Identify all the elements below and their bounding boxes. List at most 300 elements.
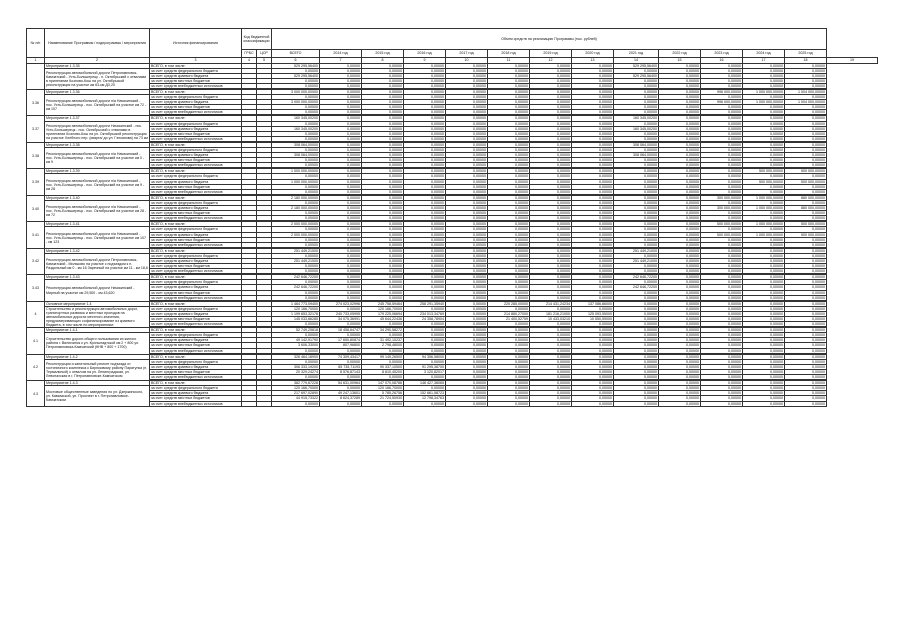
total-value: 0,00000 (272, 295, 320, 300)
year-value: 0,00000 (404, 200, 446, 205)
year-value: 0,00000 (362, 264, 404, 269)
year-value: 0,00000 (572, 78, 614, 83)
source-label: за счет средств федерального бюджета (150, 174, 242, 179)
year-value: 0,00000 (530, 285, 572, 290)
year-value: 0,00000 (701, 253, 743, 258)
year-value: 0,00000 (530, 83, 572, 88)
year-value: 0,00000 (530, 136, 572, 141)
year-value: 0,00000 (614, 264, 659, 269)
year-value: 0,00000 (701, 258, 743, 263)
source-label: за счет средств местных бюджетов (150, 78, 242, 83)
year-value: 0,00000 (659, 95, 701, 100)
header-volume: Объем средств на реализацию Программы (тыс. рублей) (272, 29, 827, 50)
year-value: 0,00000 (572, 227, 614, 232)
source-label: за счет средств федерального бюджета (150, 148, 242, 153)
year-value: 179 225,06694 (362, 311, 404, 316)
year-value: 1 000 000,00000 (743, 100, 785, 105)
year-value: 0,00000 (701, 142, 743, 147)
year-value: 0,00000 (743, 338, 785, 343)
total-value: 1 000 000,00000 (272, 169, 320, 174)
year-value: 0,00000 (404, 216, 446, 221)
year-value: 0,00000 (488, 105, 530, 110)
year-value: 0,00000 (743, 116, 785, 121)
year-value: 0,00000 (659, 78, 701, 83)
year-value: 0,00000 (488, 95, 530, 100)
year-value: 0,00000 (614, 343, 659, 348)
year-value: 0,00000 (785, 142, 827, 147)
year-value: 0,00000 (362, 100, 404, 105)
year-value: 0,00000 (320, 375, 362, 380)
year-value: 0,00000 (659, 248, 701, 253)
year-value: 0,00000 (530, 401, 572, 406)
year-value: 0,00000 (320, 285, 362, 290)
header-year: 2025 год (785, 50, 827, 58)
year-value: 0,00000 (659, 110, 701, 115)
total-value: 0,00000 (272, 158, 320, 163)
total-value: 2 000 000,00000 (272, 232, 320, 237)
total-value: 2 180 000,00000 (272, 195, 320, 200)
year-value: 0,00000 (404, 206, 446, 211)
year-value: 0,00000 (659, 148, 701, 153)
header-year: 2014 год (320, 50, 362, 58)
year-value: 0,00000 (446, 126, 488, 131)
event-title: Мероприятие 1.3.36 (45, 89, 150, 94)
year-value: 996 000,00000 (701, 89, 743, 94)
year-value: 0,00000 (701, 179, 743, 184)
year-value: 0,00000 (743, 126, 785, 131)
source-label: за счет средств местных бюджетов (150, 369, 242, 374)
year-value: 0,00000 (404, 83, 446, 88)
source-label: за счет средств местных бюджетов (150, 396, 242, 401)
year-value: 1 000 000,00000 (743, 206, 785, 211)
row-number (27, 63, 45, 89)
source-label: за счет средств внебюджетных источников (150, 375, 242, 380)
year-value: 0,00000 (743, 153, 785, 158)
year-value: 0,00000 (572, 401, 614, 406)
year-value: 0,00000 (530, 275, 572, 280)
total-value: 1 000 000,00000 (272, 179, 320, 184)
year-value: 0,00000 (320, 222, 362, 227)
source-label: за счет средств краевого бюджета (150, 179, 242, 184)
year-value: 0,00000 (404, 333, 446, 338)
year-value: 0,00000 (362, 169, 404, 174)
year-value: 0,00000 (446, 364, 488, 369)
year-value: 0,00000 (362, 222, 404, 227)
year-value: 0,00000 (446, 359, 488, 364)
year-value: 0,00000 (572, 285, 614, 290)
total-value: 0,00000 (272, 78, 320, 83)
total-value: 0,00000 (272, 264, 320, 269)
year-value: 0,00000 (572, 391, 614, 396)
year-value: 0,00000 (446, 148, 488, 153)
year-value: 0,00000 (362, 295, 404, 300)
year-value: 0,00000 (614, 195, 659, 200)
year-value: 0,00000 (404, 264, 446, 269)
year-value: 0,00000 (785, 322, 827, 327)
year-value: 500 000,00000 (743, 169, 785, 174)
year-value: 0,00000 (446, 295, 488, 300)
year-value: 0,00000 (743, 317, 785, 322)
year-value: 0,00000 (614, 95, 659, 100)
event-name: Строительство и реконструкция автомобильных дорог, транспортных развязок и местных проездов на автомобильных дорогах местного значения, предусматривающих софинансирование из краевого бюджета, в том числе по мероприятиям: (45, 306, 150, 327)
year-value: 0,00000 (743, 375, 785, 380)
year-value: 0,00000 (614, 359, 659, 364)
year-value: 0,00000 (362, 237, 404, 242)
year-value: 0,00000 (530, 184, 572, 189)
year-value: 0,00000 (488, 153, 530, 158)
year-value: 0,00000 (530, 142, 572, 147)
year-value: 0,00000 (659, 232, 701, 237)
year-value: 0,00000 (701, 126, 743, 131)
row-number: 4 (27, 301, 45, 327)
year-value: 0,00000 (446, 338, 488, 343)
year-value: 0,00000 (404, 158, 446, 163)
header-year: 2019 год (530, 50, 572, 58)
year-value: 0,00000 (572, 179, 614, 184)
year-value: 0,00000 (614, 306, 659, 311)
year-value: 0,00000 (572, 343, 614, 348)
year-value: 0,00000 (785, 136, 827, 141)
source-label: за счет средств краевого бюджета (150, 73, 242, 78)
year-value: 500 000,00000 (701, 232, 743, 237)
year-value: 0,00000 (701, 248, 743, 253)
spacer-cell (242, 406, 257, 407)
total-value: 251 449,21000 (272, 248, 320, 253)
year-value: 0,00000 (659, 105, 701, 110)
year-value: 0,00000 (446, 248, 488, 253)
year-value: 0,00000 (743, 285, 785, 290)
year-value: 0,00000 (446, 121, 488, 126)
year-value: 0,00000 (404, 100, 446, 105)
year-value: 0,00000 (446, 322, 488, 327)
year-value: 0,00000 (530, 116, 572, 121)
year-value: 0,00000 (446, 285, 488, 290)
year-value: 0,00000 (404, 285, 446, 290)
source-label: ВСЕГО, в том числе: (150, 328, 242, 333)
year-value: 0,00000 (572, 216, 614, 221)
year-value: 0,00000 (701, 369, 743, 374)
year-value: 0,00000 (743, 295, 785, 300)
year-value: 0,00000 (701, 343, 743, 348)
header-year: 2018 год (488, 50, 530, 58)
year-value: 0,00000 (446, 73, 488, 78)
header-year: 2021 год (614, 50, 659, 58)
year-value: 0,00000 (572, 253, 614, 258)
year-value: 0,00000 (488, 391, 530, 396)
year-value: 0,00000 (446, 216, 488, 221)
year-value: 0,00000 (572, 280, 614, 285)
year-value: 0,00000 (701, 354, 743, 359)
year-value: 0,00000 (572, 148, 614, 153)
year-value: 0,00000 (488, 280, 530, 285)
year-value: 0,00000 (320, 153, 362, 158)
year-value: 0,00000 (701, 169, 743, 174)
year-value: 0,00000 (743, 369, 785, 374)
header-index: 19 (827, 58, 878, 64)
year-value: 0,00000 (572, 136, 614, 141)
year-value: 0,00000 (320, 179, 362, 184)
year-value: 0,00000 (701, 338, 743, 343)
year-value: 0,00000 (530, 78, 572, 83)
year-value: 0,00000 (785, 364, 827, 369)
header-index: 16 (701, 58, 743, 64)
year-value: 18 458,64747 (320, 328, 362, 333)
year-value: 0,00000 (659, 401, 701, 406)
year-value: 251 449,21000 (614, 258, 659, 263)
year-value: 0,00000 (362, 105, 404, 110)
year-value: 0,00000 (488, 264, 530, 269)
total-value: 0,00000 (272, 136, 320, 141)
year-value: 0,00000 (362, 121, 404, 126)
year-value: 0,00000 (362, 253, 404, 258)
year-value: 0,00000 (614, 200, 659, 205)
year-value: 0,00000 (614, 322, 659, 327)
year-value: 0,00000 (446, 253, 488, 258)
year-value: 240 733,05995 (320, 311, 362, 316)
year-value: 0,00000 (446, 68, 488, 73)
year-value: 0,00000 (530, 211, 572, 216)
event-name: Реконструкция и капитальный ремонт подъезда от гостиничного комплекса к Бирюзовому району Паратунка (п. Термальный) с отвалом на ул. Ленинградская, ул. Левонахская в г. Петропавловске-Камчатском (45, 359, 150, 380)
event-name: Реконструкция автомобильной дороги п/а Начикинский - пос. Усть-Большерецк - пос. Октябрьский на участке км 9 - км 28 (45, 174, 150, 195)
year-value: 0,00000 (320, 295, 362, 300)
year-value: 0,00000 (530, 322, 572, 327)
year-value: 0,00000 (530, 206, 572, 211)
year-value: 0,00000 (659, 121, 701, 126)
year-value: 0,00000 (488, 121, 530, 126)
year-value: 0,00000 (659, 375, 701, 380)
year-value: 0,00000 (659, 381, 701, 386)
year-value: 0,00000 (785, 275, 827, 280)
year-value: 0,00000 (530, 163, 572, 168)
year-value: 0,00000 (446, 89, 488, 94)
year-value: 0,00000 (404, 258, 446, 263)
year-value: 0,00000 (530, 248, 572, 253)
year-value: 0,00000 (743, 142, 785, 147)
year-value: 880 000,00000 (785, 195, 827, 200)
year-value: 0,00000 (488, 126, 530, 131)
year-value: 0,00000 (614, 338, 659, 343)
year-value: 34 075,36991 (320, 317, 362, 322)
year-value: 0,00000 (362, 232, 404, 237)
year-value: 0,00000 (659, 73, 701, 78)
year-value: 0,00000 (785, 369, 827, 374)
year-value: 0,00000 (530, 179, 572, 184)
year-value: 0,00000 (488, 290, 530, 295)
year-value: 0,00000 (404, 136, 446, 141)
year-value: 0,00000 (488, 295, 530, 300)
year-value: 0,00000 (701, 275, 743, 280)
year-value: 0,00000 (362, 116, 404, 121)
year-value: 0,00000 (701, 285, 743, 290)
year-value: 0,00000 (488, 306, 530, 311)
year-value: 0,00000 (488, 100, 530, 105)
year-value: 0,00000 (572, 200, 614, 205)
year-value: 0,00000 (659, 142, 701, 147)
spacer-cell (743, 406, 785, 407)
year-value: 0,00000 (572, 68, 614, 73)
source-label: за счет средств местных бюджетов (150, 237, 242, 242)
total-value: 2 180 000,00000 (272, 206, 320, 211)
total-value: 0,00000 (272, 110, 320, 115)
year-value: 0,00000 (320, 206, 362, 211)
source-label: за счет средств федерального бюджета (150, 280, 242, 285)
year-value: 0,00000 (743, 68, 785, 73)
year-value: 308 064,00000 (614, 142, 659, 147)
year-value: 0,00000 (701, 95, 743, 100)
year-value: 996 000,00000 (701, 100, 743, 105)
year-value: 0,00000 (659, 391, 701, 396)
year-value: 0,00000 (743, 163, 785, 168)
year-value: 0,00000 (659, 396, 701, 401)
year-value: 0,00000 (785, 110, 827, 115)
year-value: 0,00000 (404, 343, 446, 348)
year-value: 0,00000 (488, 401, 530, 406)
year-value: 0,00000 (572, 322, 614, 327)
total-value: 0,00000 (272, 163, 320, 168)
total-value: 3 606,33000 (272, 343, 320, 348)
year-value: 0,00000 (530, 333, 572, 338)
year-value: 0,00000 (362, 73, 404, 78)
year-value: 0,00000 (659, 306, 701, 311)
year-value: 0,00000 (614, 237, 659, 242)
year-value: 0,00000 (320, 63, 362, 68)
year-value: 0,00000 (446, 301, 488, 306)
year-value: 0,00000 (701, 78, 743, 83)
year-value: 0,00000 (488, 89, 530, 94)
year-value: 0,00000 (320, 116, 362, 121)
year-value: 0,00000 (785, 290, 827, 295)
year-value: 0,00000 (701, 364, 743, 369)
year-value: 0,00000 (743, 184, 785, 189)
year-value: 0,00000 (362, 184, 404, 189)
year-value: 0,00000 (572, 153, 614, 158)
year-value: 0,00000 (404, 306, 446, 311)
year-value: 0,00000 (743, 386, 785, 391)
year-value: 0,00000 (446, 232, 488, 237)
year-value: 0,00000 (362, 83, 404, 88)
year-value: 0,00000 (659, 269, 701, 274)
year-value: 0,00000 (701, 381, 743, 386)
header-year: 2020 год (572, 50, 614, 58)
year-value: 0,00000 (743, 359, 785, 364)
source-label: ВСЕГО, в том числе: (150, 275, 242, 280)
year-value: 0,00000 (404, 195, 446, 200)
year-value: 0,00000 (530, 158, 572, 163)
year-value: 0,00000 (530, 131, 572, 136)
source-label: за счет средств внебюджетных источников (150, 163, 242, 168)
year-value: 214 431,24234 (530, 301, 572, 306)
year-value: 146 427,38065 (404, 381, 446, 386)
header-index: 7 (320, 58, 362, 64)
source-label: за счет средств краевого бюджета (150, 311, 242, 316)
year-value: 0,00000 (320, 184, 362, 189)
source-label: за счет средств краевого бюджета (150, 285, 242, 290)
total-value: 120 166,70000 (272, 386, 320, 391)
year-value: 0,00000 (404, 142, 446, 147)
year-value: 0,00000 (446, 83, 488, 88)
year-value: 0,00000 (446, 116, 488, 121)
year-value: 0,00000 (404, 78, 446, 83)
year-value: 0,00000 (659, 237, 701, 242)
year-value: 0,00000 (572, 369, 614, 374)
year-value: 807,96800 (320, 343, 362, 348)
year-value: 0,00000 (701, 391, 743, 396)
year-value: 0,00000 (446, 237, 488, 242)
year-value: 0,00000 (743, 343, 785, 348)
row-number: 3.39 (27, 169, 45, 195)
year-value: 0,00000 (404, 105, 446, 110)
year-value: 0,00000 (446, 222, 488, 227)
year-value: 0,00000 (404, 290, 446, 295)
year-value: 0,00000 (701, 105, 743, 110)
year-value: 0,00000 (488, 163, 530, 168)
year-value: 0,00000 (404, 269, 446, 274)
year-value: 0,00000 (530, 174, 572, 179)
year-value: 0,00000 (743, 227, 785, 232)
source-label: за счет средств внебюджетных источников (150, 136, 242, 141)
total-value: 0,00000 (272, 216, 320, 221)
header-index: 6 (272, 58, 320, 64)
year-value: 0,00000 (659, 211, 701, 216)
year-value: 0,00000 (488, 158, 530, 163)
year-value: 0,00000 (530, 237, 572, 242)
year-value: 0,00000 (446, 63, 488, 68)
year-value: 0,00000 (701, 359, 743, 364)
year-value: 0,00000 (785, 148, 827, 153)
year-value: 0,00000 (743, 311, 785, 316)
row-number: 3.38 (27, 142, 45, 168)
year-value: 0,00000 (743, 364, 785, 369)
source-label: за счет средств местных бюджетов (150, 211, 242, 216)
header-index: 10 (446, 58, 488, 64)
year-value: 94 356,58000 (404, 354, 446, 359)
year-value: 0,00000 (320, 68, 362, 73)
year-value: 0,00000 (404, 375, 446, 380)
year-value: 0,00000 (488, 116, 530, 121)
year-value: 0,00000 (404, 89, 446, 94)
total-value: 160 345,00200 (272, 116, 320, 121)
year-value: 0,00000 (530, 89, 572, 94)
row-number: 3.36 (27, 89, 45, 115)
year-value: 0,00000 (530, 232, 572, 237)
year-value: 0,00000 (614, 348, 659, 353)
year-value: 0,00000 (320, 227, 362, 232)
source-label: за счет средств федерального бюджета (150, 121, 242, 126)
year-value: 0,00000 (614, 391, 659, 396)
year-value: 0,00000 (743, 83, 785, 88)
year-value: 0,00000 (659, 206, 701, 211)
row-number: 3.41 (27, 222, 45, 248)
year-value: 0,00000 (743, 242, 785, 247)
year-value: 0,00000 (701, 163, 743, 168)
year-value: 0,00000 (701, 83, 743, 88)
year-value: 90 337,10500 (362, 364, 404, 369)
year-value: 0,00000 (404, 237, 446, 242)
year-value: 8 576,87143 (320, 369, 362, 374)
year-value: 1 000 000,00000 (743, 232, 785, 237)
year-value: 0,00000 (572, 116, 614, 121)
total-value: 0,00000 (272, 333, 320, 338)
year-value: 0,00000 (701, 116, 743, 121)
year-value: 0,00000 (614, 174, 659, 179)
year-value: 0,00000 (572, 100, 614, 105)
source-label: за счет средств федерального бюджета (150, 200, 242, 205)
year-value: 0,00000 (362, 348, 404, 353)
year-value: 0,00000 (743, 264, 785, 269)
year-value: 21 400,52759 (488, 317, 530, 322)
year-value: 0,00000 (488, 348, 530, 353)
year-value: 0,00000 (488, 242, 530, 247)
